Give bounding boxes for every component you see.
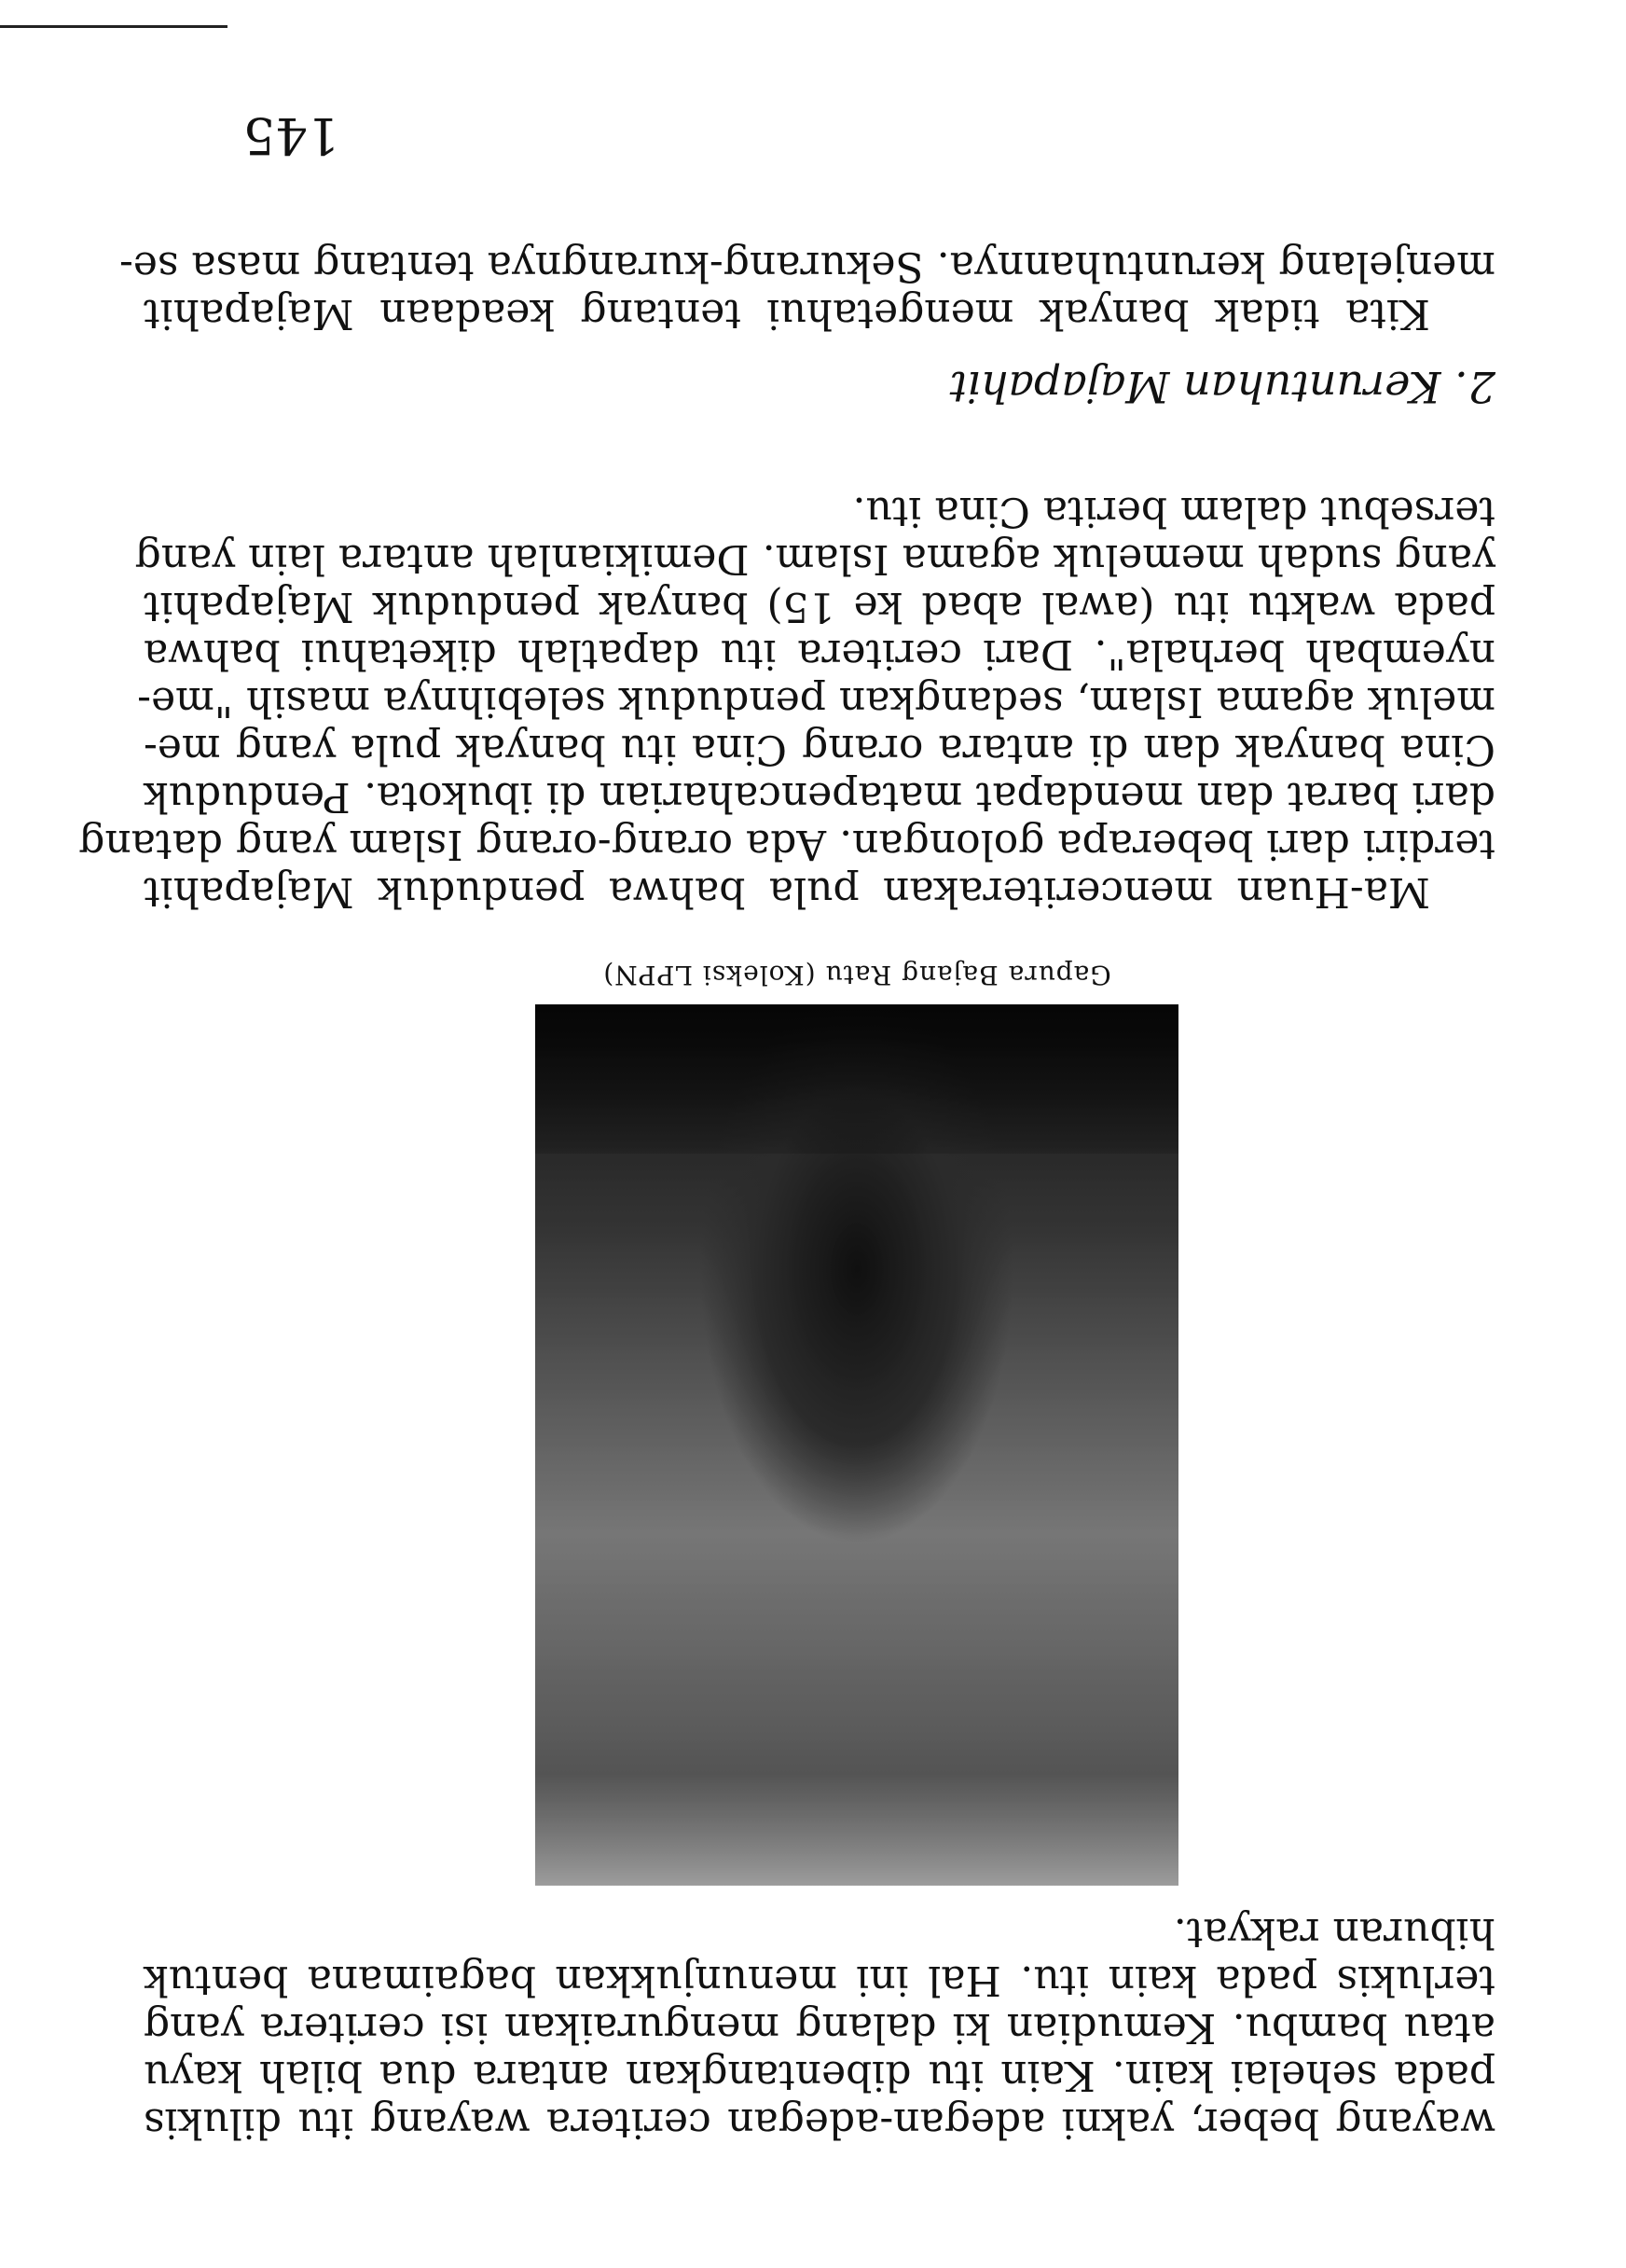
section-heading: 2. Keruntuhan Majapahit xyxy=(949,362,1495,412)
page-number: 145 xyxy=(242,106,339,165)
text-line: pada waktu itu (awal abad ke 15) banyak penduduk Majapahit xyxy=(144,583,1495,630)
text-line: yang sudah memeluk agama Islam. Demikianlah antara lain yang xyxy=(134,535,1495,583)
text-line: terlukis pada kain itu. Hal ini menunjukkan bagaimana bentuk xyxy=(144,1957,1495,2004)
text-line: atau bambu. Kemudian ki dalang menguraikan isi ceritera yang xyxy=(144,2004,1495,2052)
photo-caption: Gapura Bajang Ratu (Koleksi LPPN) xyxy=(602,960,1111,990)
text-line: dari barat dan mendapat matapencaharian di ibukota. Penduduk xyxy=(144,773,1495,821)
paragraph-keruntuhan xyxy=(118,242,1495,338)
text-line: meluk agama Islam, sedangkan penduduk selebihnya masih "me- xyxy=(137,678,1495,726)
text-line: nyembah berhala". Dari ceritera itu dapatlah diketahui bahwa xyxy=(144,630,1495,678)
scan-edge-line xyxy=(0,25,227,28)
text-line: Kita tidak banyak mengetahui tentang keadaan Majapahit xyxy=(144,290,1430,338)
text-line: tersebut dalam berita Cina itu. xyxy=(852,488,1495,535)
paragraph-ma-huan xyxy=(78,488,1495,916)
photo-gapura-bajang-ratu xyxy=(535,1004,1178,1886)
text-line: hiburan rakyat. xyxy=(1173,1909,1495,1957)
text-line: pada sehelai kain. Kain itu dibentangkan antara dua bilah kayu xyxy=(144,2052,1495,2099)
text-line: terdiri dari beberapa golongan. Ada orang-orang Islam yang datang xyxy=(78,821,1495,868)
text-line: Cina banyak dan di antara orang Cina itu banyak pula yang me- xyxy=(144,726,1495,773)
text-line: Ma-Huan menceriterakan pula bahwa penduduk Majapahit xyxy=(144,868,1430,916)
paragraph-wayang-beber xyxy=(144,1909,1495,2147)
text-line: menjelang keruntuhannya. Sekurang-kurangnya tentang masa se- xyxy=(118,242,1495,290)
text-line: wayang beber, yakni adegan-adegan ceritera wayang itu dilukis xyxy=(144,2099,1495,2147)
